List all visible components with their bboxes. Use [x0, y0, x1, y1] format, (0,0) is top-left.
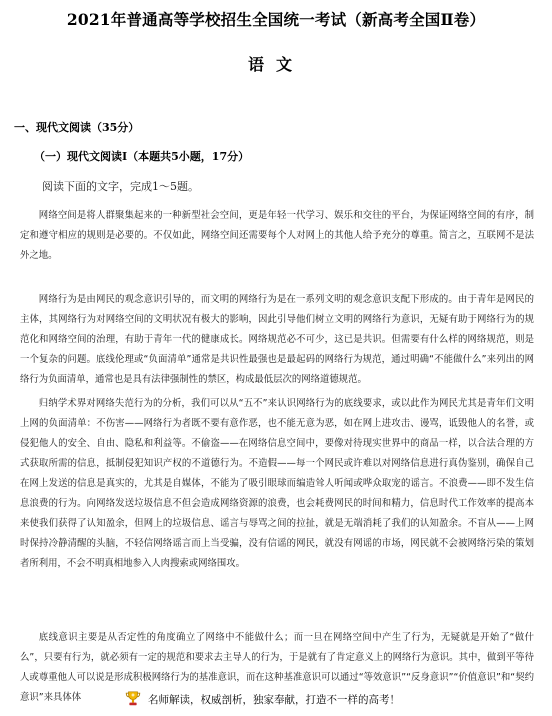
subsection-heading: （一）现代文阅读Ⅰ（本题共5小题，17分）	[34, 150, 250, 163]
paragraph: 归纳学术界对网络失范行为的分析，我们可以从“五不”来认识网络行为的底线要求，或以此作为网民尤其是青年们文明上网的负面清单：不伤害——网络行为者既不要有意作恶，也不能无意为恶，如在网上进攻击、谩骂，诋毁他人的名誉，或侵犯他人的安全、自由、隐私和利益等。不偷盗——在网络信息空间中，要像对待现实世界中的商品一样，以合法合理的方式获取所需的信息，抵制侵犯知识产权的不道德行为。不造假——每一个网民或许难以对网络信息进行真伪鉴别，确保自己在网上发送的信息是真实的，尤其是自媒体，不能为了吸引眼球而编造耸人听闻或哗众取宠的谣言。不浪费——即不发生信息浪费的行为。向网络发送垃圾信息不但会造成网络资源的浪费，也会耗费网民的时间和精力，信息时代工作效率的提高本来使我们获得了认知盈余，但网上的垃圾信息、谣言与辱骂之间的拉扯，就是无端消耗了我们的认知盈余。不盲从——上网时保持冷静清醒的头脑，不轻信网络谣言而上当受骗，没有信谣的网民，就没有网谣的市场，网民就不会被网络污染的策划者所利用，不会不明真相地参入人肉搜索或网络围攻。	[20, 398, 534, 569]
section-heading: 一、现代文阅读（35分）	[14, 121, 140, 134]
exam-title: 2021年普通高等学校招生全国统一考试（新高考全国Ⅱ卷）	[66, 10, 486, 29]
subject-title: 语文	[247, 55, 304, 74]
footer-banner	[124, 690, 400, 708]
paragraph: 网络行为是由网民的观念意识引导的，而文明的网络行为是在一系列文明的观念意识支配下形成的。由于青年是网民的主体，其网络行为对网络空间的文明状况有极大的影响，因此引导他们树立文明的网络行为意识，无疑有助于网络行为的规范化和网络空间的治理，有助于青年一代的健康成长。网络规范必不可少，这已是共识。但需要有什么样的网络规范，则是一个复杂的问题。底线伦理或“负面清单”通常是共识性最强也是最起码的网络行为规范，通过明确“不能做什么”来列出的网络行为负面清单，通常也是具有法律强制性的禁区，构成最低层次的网络道德规范。	[20, 294, 534, 385]
paragraph: 底线意识主要是从否定性的角度确立了网络中不能做什么；而一旦在网络空间中产生了行为，无疑就是开始了“做什么”，只要有行为，就必须有一定的规范和要求去主导人的行为，于是就有了肯定意义上的网络行为意识。其中，做到平等待人或尊重他人可以说是形成积极网络行为的基准意识，而在这种基准意识可以通过“等效意识”“反身意识”“价值意识”和“契约意识”来具体体	[20, 632, 534, 703]
trophy-icon	[124, 690, 142, 708]
paragraph: 网络空间是将人群聚集起来的一种新型社会空间，更是年轻一代学习、娱乐和交往的平台，为保证网络空间的有序，制定和遵守相应的规则是必要的。不仅如此，网络空间还需要每个人对网上的其他人给予充分的尊重。简言之，互联网不是法外之地。	[20, 210, 534, 261]
reading-instruction: 阅读下面的文字，完成1～5题。	[42, 180, 199, 193]
footer-slogan: 名师解读，权威剖析，独家奉献，打造不一样的高考！	[148, 693, 400, 706]
